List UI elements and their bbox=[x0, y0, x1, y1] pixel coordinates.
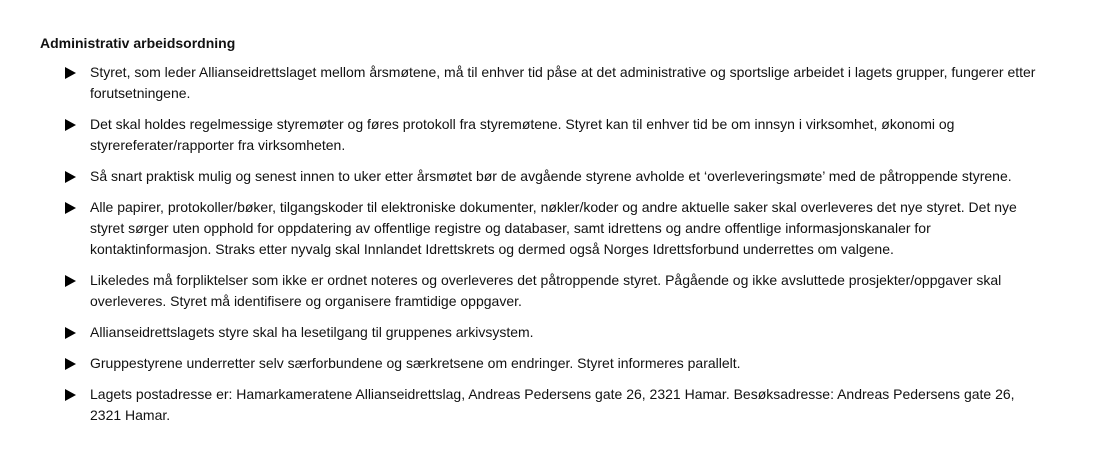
arrow-bullet-icon bbox=[65, 119, 76, 131]
arrow-bullet-icon bbox=[65, 171, 76, 183]
list-item bbox=[40, 270, 1040, 312]
list-item bbox=[40, 166, 1040, 187]
list-item-text: Allianseidrettslagets styre skal ha lesetilgang til gruppenes arkivsystem. bbox=[90, 324, 534, 340]
list-item-text: Lagets postadresse er: Hamarkameratene Allianseidrettslag, Andreas Pedersens gate 26, 2321 Hamar. Besøksadresse: Andreas Pedersens gate 26, 2321 Hamar. bbox=[90, 386, 1015, 423]
arrow-bullet-icon bbox=[65, 358, 76, 370]
list-item bbox=[40, 322, 1040, 343]
list-item bbox=[40, 197, 1040, 260]
document-section bbox=[40, 33, 1040, 436]
arrow-bullet-icon bbox=[65, 327, 76, 339]
section-heading: Administrativ arbeidsordning bbox=[40, 35, 236, 51]
arrow-bullet-icon bbox=[65, 275, 76, 287]
list-item bbox=[40, 62, 1040, 104]
list-item-text: Det skal holdes regelmessige styremøter og føres protokoll fra styremøtene. Styret kan til enhver tid be om innsyn i virksomhet, økonomi og styrereferater/rapporter fra virksomheten. bbox=[90, 116, 955, 153]
list-item bbox=[40, 384, 1040, 426]
list-item-text: Så snart praktisk mulig og senest innen to uker etter årsmøtet bør de avgående styrene avholde et ‘overleveringsmøte’ med de påtroppende styrene. bbox=[90, 168, 1012, 184]
arrow-bullet-icon bbox=[65, 389, 76, 401]
list-item-text: Alle papirer, protokoller/bøker, tilgangskoder til elektroniske dokumenter, nøkler/koder og andre aktuelle saker skal overleveres det nye styret. Det nye styret sørger uten opphold for oppdatering av offentlige registre og databaser, samt idrettens og andre offentlige informasjonskanaler for kontaktinformasjon. Straks etter nyvalg skal Innlandet Idrettskrets og dermed også Norges Idrettsforbund underrettes om valgene. bbox=[90, 199, 1017, 257]
arrow-bullet-icon bbox=[65, 67, 76, 79]
list-item bbox=[40, 114, 1040, 156]
arrow-bullet-icon bbox=[65, 202, 76, 214]
list-item-text: Gruppestyrene underretter selv særforbundene og særkretsene om endringer. Styret informeres parallelt. bbox=[90, 355, 741, 371]
bullet-list bbox=[40, 62, 1040, 426]
list-item bbox=[40, 353, 1040, 374]
list-item-text: Styret, som leder Allianseidrettslaget mellom årsmøtene, må til enhver tid påse at det administrative og sportslige arbeidet i lagets grupper, fungerer etter forutsetningene. bbox=[90, 64, 1036, 101]
list-item-text: Likeledes må forpliktelser som ikke er ordnet noteres og overleveres det påtroppende styret. Pågående og ikke avsluttede prosjekter/oppgaver skal overleveres. Styret må identifisere og organisere framtidige oppgaver. bbox=[90, 272, 1002, 309]
